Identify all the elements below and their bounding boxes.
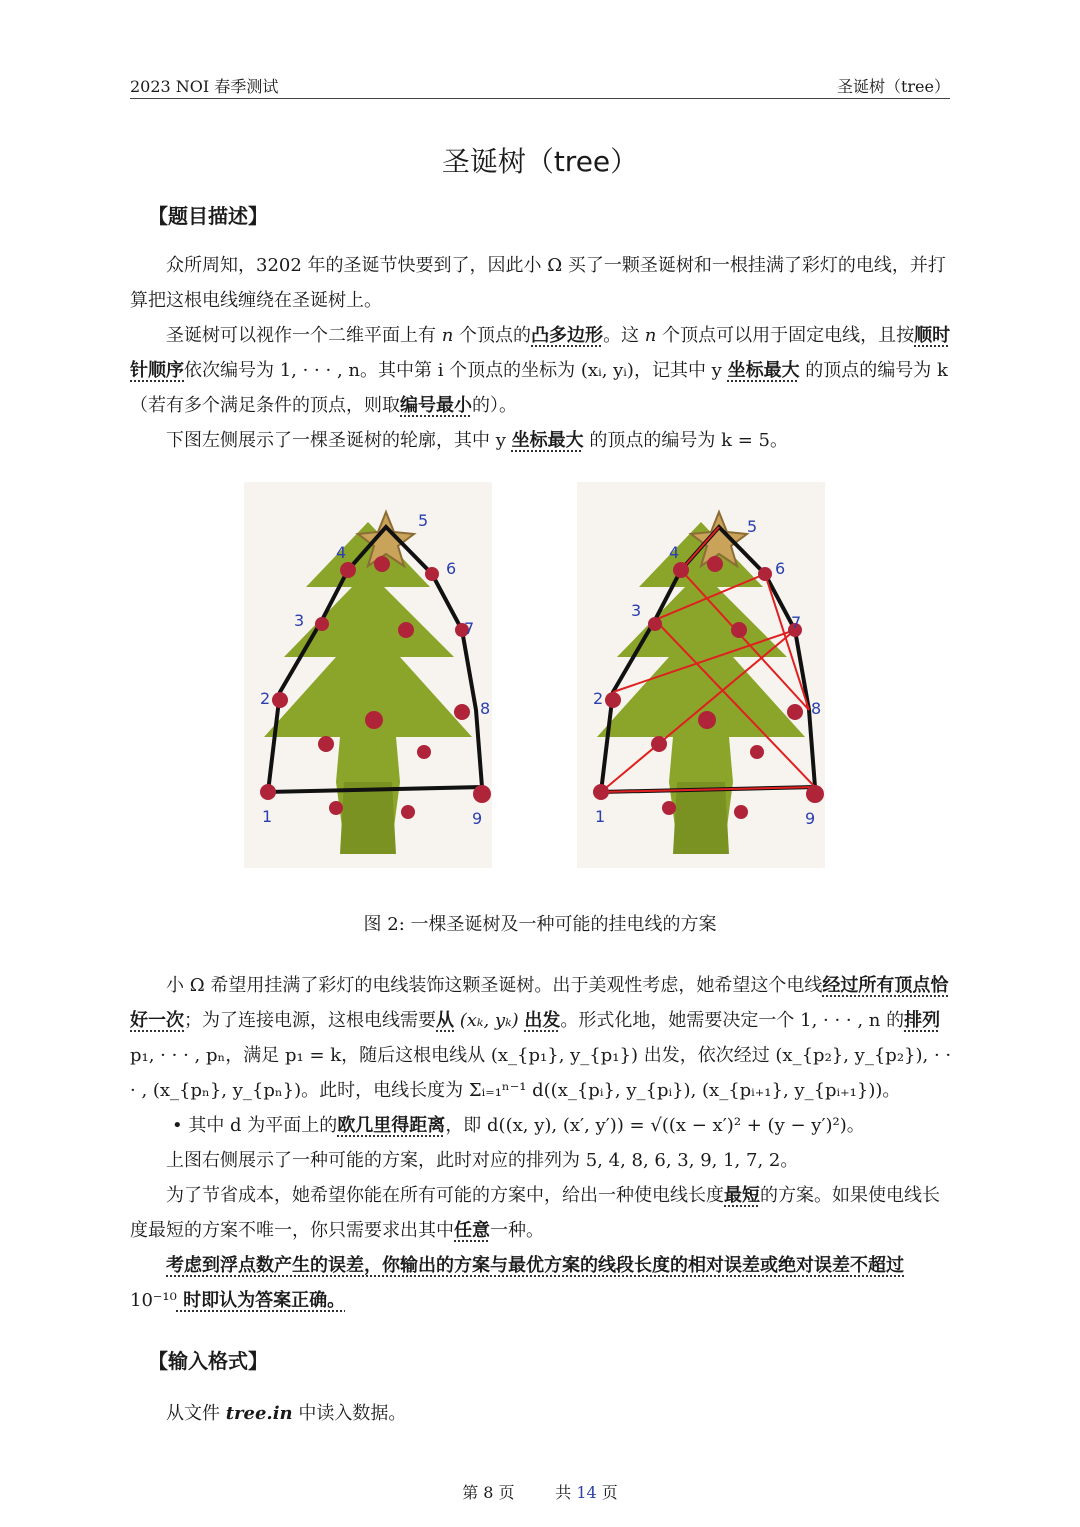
filename: tree.in [225,1403,293,1424]
page-number: 第 8 页 [462,1483,515,1502]
vertex-label: 6 [446,559,457,578]
tree-trunk [673,782,729,854]
paragraph [130,1396,952,1431]
text: • 其中 d 为平面上的 [172,1115,338,1136]
vertex-label: 7 [464,619,475,638]
paragraph [130,318,952,423]
emphasis: 排列 [904,1010,941,1031]
section-heading-input: 【输入格式】 [148,1349,268,1373]
emphasis: 坐标最大 [511,430,584,451]
tree-wire-figure [577,482,825,868]
emphasis: 凸多边形 [531,325,604,346]
paragraph [130,1143,952,1178]
vertex-label: 4 [336,543,347,562]
paragraph [130,1248,952,1318]
tree-trunk [340,782,396,854]
text: 下图左侧展示了一棵圣诞树的轮廓，其中 y [166,430,512,451]
vertex-label: 5 [747,517,758,536]
vertex-label: 2 [260,689,271,708]
text: 中读入数据。 [292,1403,407,1424]
emphasis: 经过所有顶点恰好一次 [130,975,949,1031]
math: 10⁻¹⁰ [130,1290,177,1311]
paragraph [172,1108,952,1143]
page-footer [0,1480,1080,1503]
vertex-label: 9 [805,809,816,828]
vertex-label: 6 [775,559,786,578]
vertex-label: 9 [472,809,483,828]
text: 从文件 [166,1403,226,1424]
text: 个顶点的 [453,325,532,346]
description-block [130,248,952,458]
vertex-label: 2 [593,689,604,708]
emphasis: 时即认为答案正确。 [176,1290,346,1311]
figure-caption: 图 2: 一棵圣诞树及一种可能的挂电线的方案 [363,914,717,935]
vertex-label: 4 [669,543,680,562]
text: ；为了连接电源，这根电线需要 [184,1010,436,1031]
bullet-item [172,1108,952,1143]
vertex-label: 3 [631,601,642,620]
text: 。这 [603,325,645,346]
paragraph [130,968,952,1108]
emphasis: 编号最小 [400,395,472,416]
math: n [441,325,454,346]
emphasis: 最短 [724,1185,760,1206]
emphasis: 从 [436,1010,454,1031]
paragraph [130,1178,952,1248]
section-heading-description: 【题目描述】 [148,204,268,228]
math: n [644,325,657,346]
emphasis: 顺时针顺序 [130,325,951,381]
vertex-label: 1 [595,807,606,826]
vertex-label: 7 [791,613,802,632]
emphasis: 出发 [524,1010,561,1031]
vertex-label: 8 [480,699,491,718]
emphasis: 考虑到浮点数产生的误差，你输出的方案与最优方案的线段长度的相对误差或绝对误差不超过 [166,1255,904,1276]
text: 页 [596,1483,618,1502]
total-pages-link[interactable]: 14 [576,1483,597,1502]
paragraph [130,248,952,318]
text: 圣诞树可以视作一个二维平面上有 [166,325,442,346]
vertex-label: 1 [262,807,273,826]
description-block-3 [130,1143,952,1318]
tree-outline-figure [244,482,492,868]
vertex-label: 5 [418,511,429,530]
text: 共 [555,1483,577,1502]
paragraph [130,423,952,458]
input-block [130,1396,952,1431]
vertex-label: 8 [811,699,822,718]
text: 的顶点的编号为 k（若有多个满足条件的顶点，则取 [130,360,948,416]
header-left: 2023 NOI 春季测试 [130,77,279,96]
text: 的方案。如果使电线长度最短的方案不唯一，你只需要求出其中 [130,1185,940,1241]
page-header [130,72,950,99]
emphasis: 任意 [454,1220,490,1241]
text: 为了节省成本，她希望你能在所有可能的方案中，给出一种使电线长度 [166,1185,724,1206]
text: 个顶点可以用于固定电线，且按 [656,325,915,346]
text: 一种。 [490,1220,544,1241]
page-title: 圣诞树（tree） [441,145,639,178]
text: 依次编号为 1, · · · , n。其中第 i 个顶点的坐标为 (xᵢ, yᵢ)，记其中 y [184,360,728,381]
text: ，即 d((x, y), (x′, y′)) = √((x − x′)² + (y − y′)²)。 [445,1115,865,1136]
emphasis: 坐标最大 [727,360,800,381]
text: 的）。 [472,395,517,416]
header-right: 圣诞树（tree） [836,77,950,96]
text: 的顶点的编号为 k = 5。 [583,430,788,451]
math: (xₖ, yₖ) [454,1010,525,1031]
text: 上图右侧展示了一种可能的方案，此时对应的排列为 5, 4, 8, 6, 3, 9, 1, 7, 2。 [166,1150,799,1171]
text: 小 Ω 希望用挂满了彩灯的电线装饰这颗圣诞树。出于美观性考虑，她希望这个电线 [166,975,823,996]
description-block-2 [130,968,952,1108]
vertex-label: 3 [294,611,305,630]
text: p₁, · · · , pₙ，满足 p₁ = k，随后这根电线从 (x_{p₁}, y_{p₁}) 出发，依次经过 (x_{p₂}, y_{p₂}), · · · , (x_{pₙ}, y_{pₙ})。此时，电线长度为 Σᵢ₌₁ⁿ⁻¹ d((x_{pᵢ}, y_{pᵢ}), (x_{pᵢ₊₁}, y_{pᵢ₊₁}))。 [130,1045,952,1101]
text: 。形式化地，她需要决定一个 1, · · · , n 的 [560,1010,905,1031]
emphasis: 欧几里得距离 [337,1115,446,1136]
text: 众所周知，3202 年的圣诞节快要到了，因此小 Ω 买了一颗圣诞树和一根挂满了彩灯的电线，并打算把这根电线缠绕在圣诞树上。 [130,255,946,311]
